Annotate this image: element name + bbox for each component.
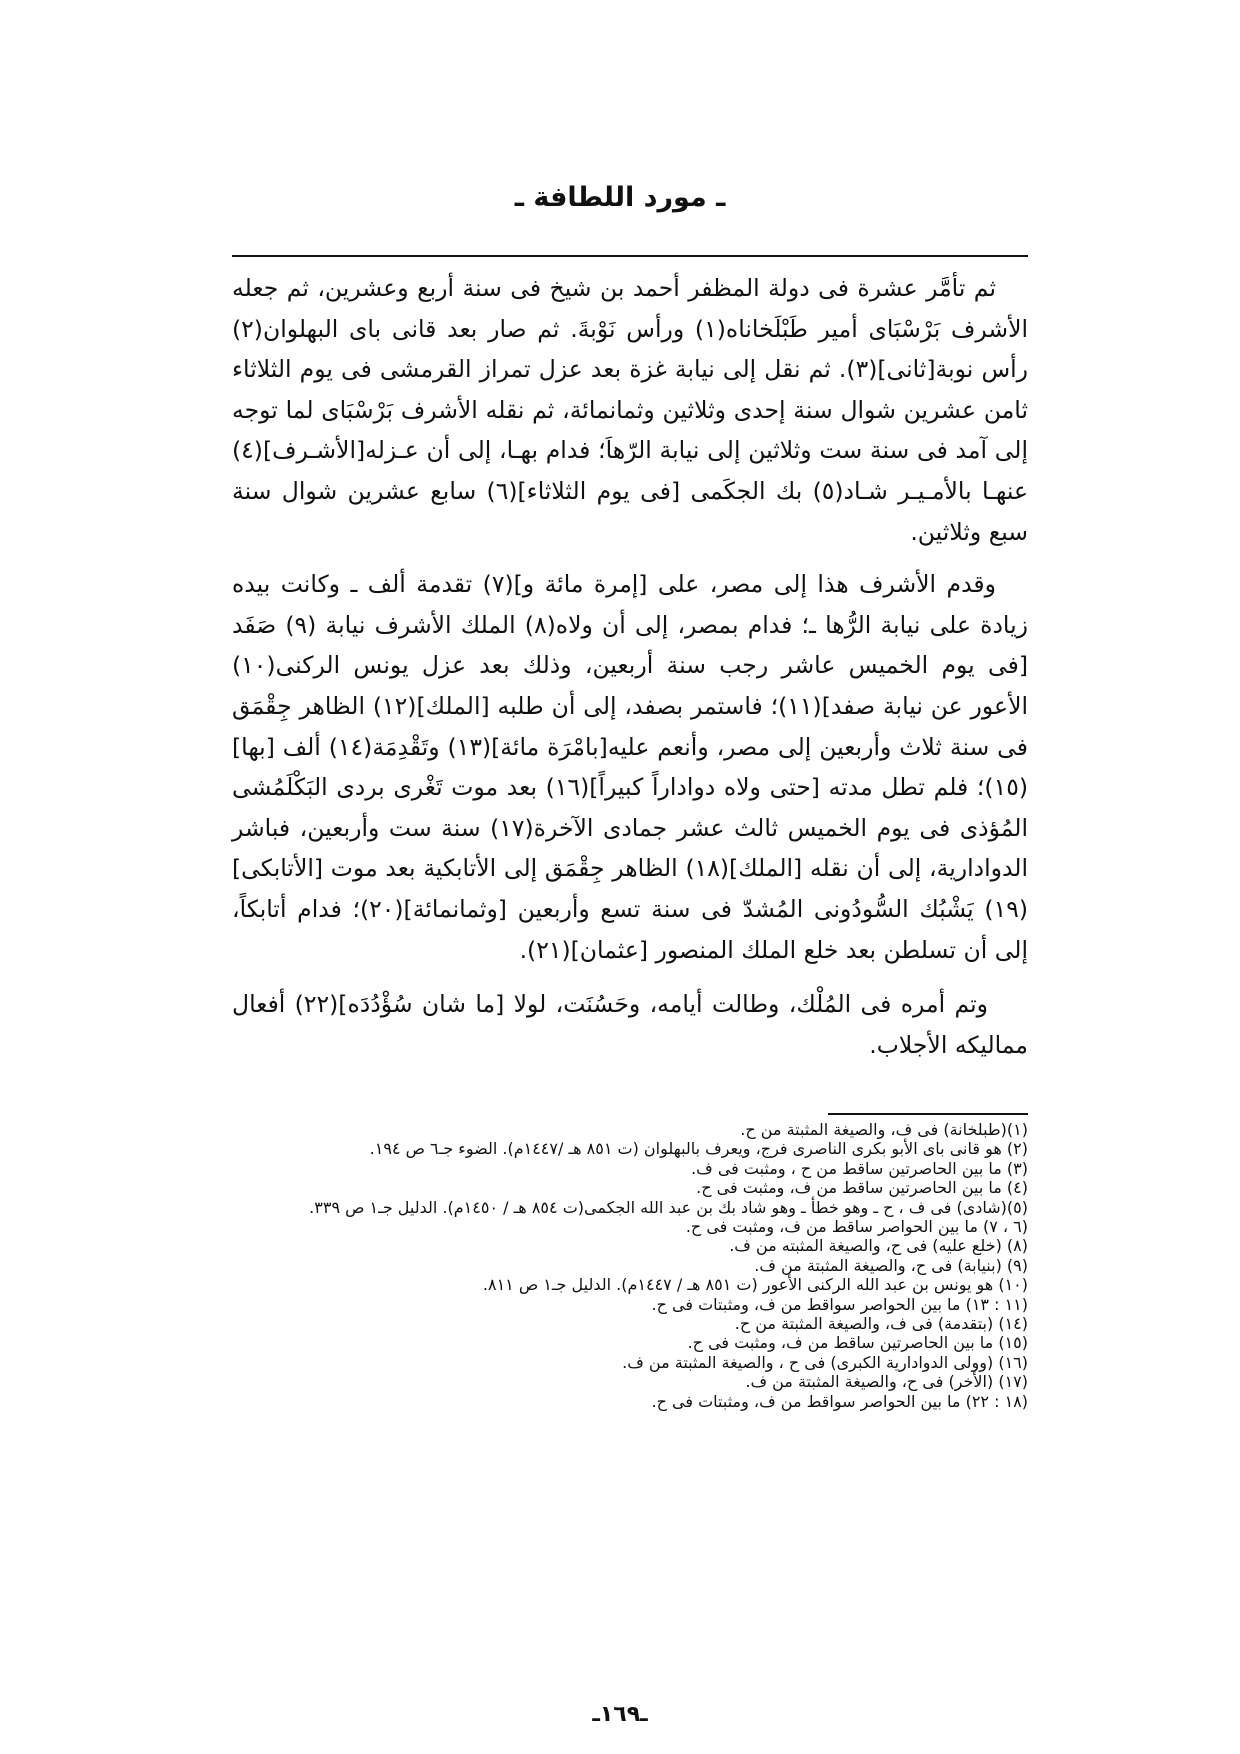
paragraph: وتم أمره فى المُلْك، وطالت أيامه، وحَسُنَت، لولا [ما شان سُؤْدُدَه](٢٢) أفعال مماليكه الأجلاب. [232, 990, 1028, 1059]
footnote: (١٨ : ٢٢) ما بين الحواصر سواقط من ف، ومثبتات فى ح. [651, 1391, 1028, 1411]
page-number: ـ١٦٩ـ [592, 1702, 648, 1727]
footnote: (١٠) هو يونس بن عبد الله الركنى الأعور (ت ٨٥١ هـ / ١٤٤٧م). الدليل جـ١ ص ٨١١. [482, 1275, 1028, 1295]
footnote: (٢) هو قانى باى الأبو بكرى الناصرى فرج، ويعرف بالبهلوان (ت ٨٥١ هـ /١٤٤٧م). الضوء جـ٦ ص ١٩٤. [369, 1139, 1028, 1159]
footnote: (١٧) (الأخر) فى ح، والصيغة المثبتة من ف. [745, 1372, 1028, 1392]
footnote: (٩) (بنيابة) فى ح، والصيغة المثبتة من ف. [754, 1255, 1028, 1275]
footnotes [226, 1120, 1028, 1411]
footnote: (١٥) ما بين الحاصرتين ساقط من ف، ومثبت فى ح. [687, 1333, 1028, 1353]
footnote: (١٤) (بتقدمة) فى ف، والصيغة المثبتة من ح. [734, 1314, 1028, 1334]
footnote: (١)(طبلخانة) فى ف، والصيغة المثبتة من ح. [740, 1120, 1028, 1139]
footnote: (٨) (خلع عليه) فى ح، والصيغة المثبته من ف. [729, 1236, 1028, 1256]
footnote: (٣) ما بين الحاصرتين ساقط من ح ، ومثبت فى ف. [691, 1158, 1028, 1178]
footnote: (٦ ، ٧) ما بين الحواصر ساقط من ف، ومثبت فى ح. [685, 1217, 1028, 1237]
footnote: (١٦) (وولى الدوادارية الكبرى) فى ح ، والصيغة المثبتة من ف. [622, 1352, 1028, 1372]
paragraph: ثم تأمَّر عشرة فى دولة المظفر أحمد بن شيخ فى سنة أربع وعشرين، ثم جعله الأشرف بَرْسْبَاى أمير طَبْلَخاناه(١) ورأس نَوْبةَ. ثم صار بعد قانى باى البهلوان(٢) رأس نوبة[ثانى](٣). ثم نقل إلى نيابة غزة بعد عزل تمراز القرمشى فى يوم الثلاثاء ثامن عشرين شوال سنة إحدى وثلاثين وثمانمائة، ثم نقله الأشرف بَرْسْبَاى لما توجه إلى آمد فى سنة ست وثلاثين إلى نيابة الرّهاَ؛ فدام بهـا، إلى أن عـزله[الأشـرف](٤) عنهـا بالأمـيـر شـاد(٥) بك الجكَمى [فى يوم الثلاثاء](٦) سابع عشرين شوال سنة سبع وثلاثين. [232, 274, 1029, 546]
footnote: (١١ : ١٣) ما بين الحواصر سواقط من ف، ومثبتات فى ح. [651, 1294, 1028, 1314]
footnote-rule [828, 1113, 1028, 1115]
main-text [232, 268, 1028, 1065]
paragraph: وقدم الأشرف هذا إلى مصر، على [إمرة مائة و](٧) تقدمة ألف ـ وكانت بيده زيادة على نيابة الرُّها ـ؛ فدام بمصر، إلى أن ولاه(٨) الملك الأشرف نيابة (٩) صَفَد [فى يوم الخميس عاشر رجب سنة أربعين، وذلك بعد عزل يونس الركنى(١٠) الأعور عن نيابة صفد](١١)؛ فاستمر بصفد، إلى أن طلبه [الملك](١٢) الظاهر جِقْمَق فى سنة ثلاث وأربعين إلى مصر، وأنعم عليه[بامْرَة مائة](١٣) وتَقْدِمَة(١٤) ألف [بها](١٥)؛ فلم تطل مدته [حتى ولاه دواداراً كبيراً](١٦) بعد موت تَغْرى بردى البَكْلَمُشى المُؤذى فى يوم الخميس ثالث عشر جمادى الآخرة(١٧) سنة ست وأربعين، فباشر الدوادارية، إلى أن نقله [الملك](١٨) الظاهر جِقْمَق إلى الأتابكية بعد موت [الأتابكى](١٩) يَشْبُك السُّودُونى المُشدّ فى سنة تسع وأربعين [وثمانمائة](٢٠)؛ فدام أتابكاً، إلى أن تسلطن بعد خلع الملك المنصور [عثمان](٢١). [232, 570, 1028, 964]
header-rule [232, 255, 1028, 257]
running-header: ـ مورد اللطافة ـ [514, 182, 726, 213]
footnote: (٥)(شادى) فى ف ، ح ـ وهو خطأ ـ وهو شاد بك بن عبد الله الجكمى(ت ٨٥٤ هـ / ١٤٥٠م). الدليل جـ١ ص ٣٣٩. [309, 1197, 1028, 1217]
footnote: (٤) ما بين الحاصرتين ساقط من ف، ومثبت فى ح. [696, 1178, 1028, 1198]
